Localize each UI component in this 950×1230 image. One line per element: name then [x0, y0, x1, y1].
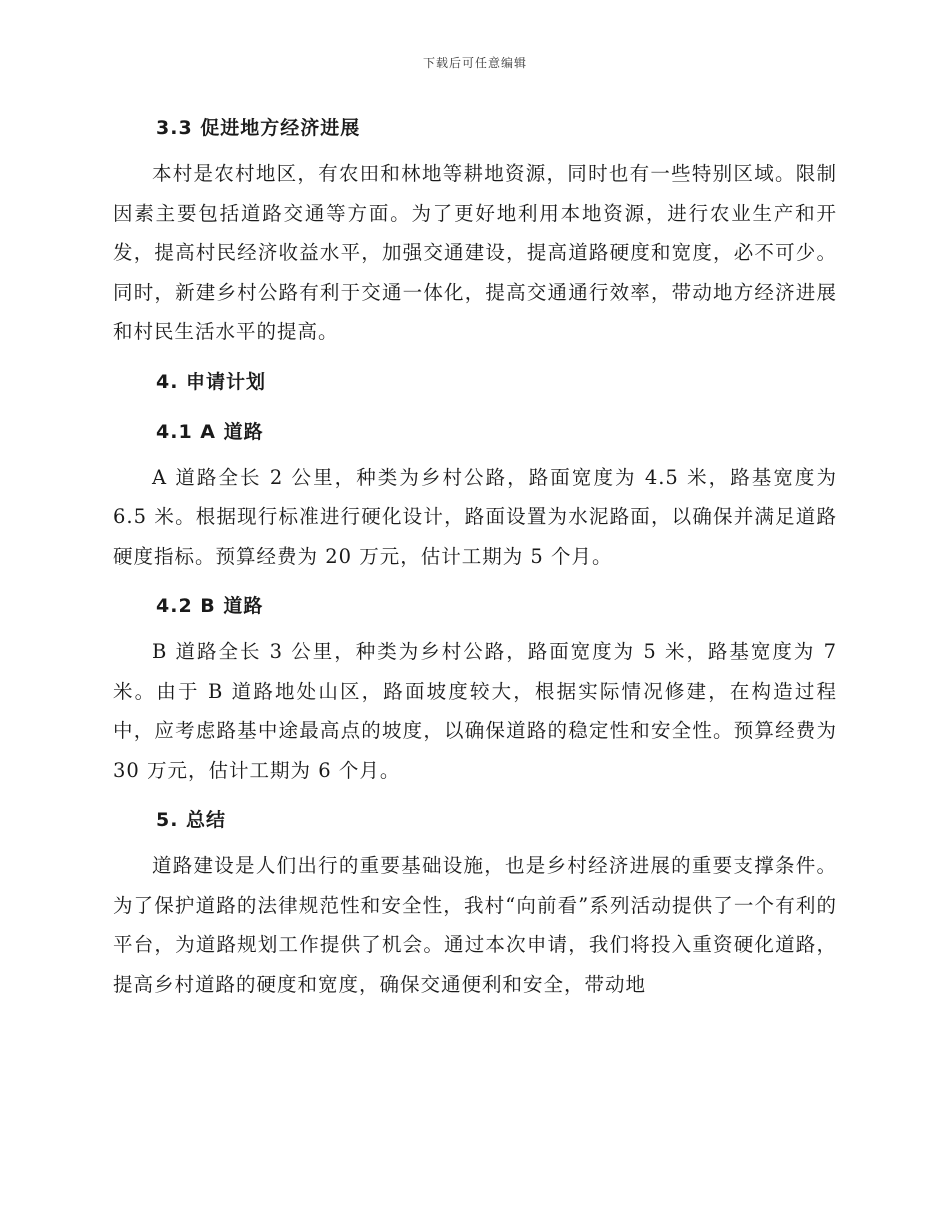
section-heading-3-3: 3.3 促进地方经济进展 [156, 117, 361, 139]
section-heading-4-1: 4.1 A 道路 [156, 420, 264, 443]
section-paragraph-4-1: A 道路全长 2 公里，种类为乡村公路，路面宽度为 4.5 米，路基宽度为 6.5 米。根据现行标准进行硬化设计，路面设置为水泥路面，以确保并满足道路硬度指标。预算经费为 20 万元，估计工期为 5 个月。 [113, 465, 837, 568]
section-heading-4: 4. 申请计划 [156, 370, 267, 393]
section-heading-5: 5. 总结 [156, 809, 227, 831]
section-paragraph-3-3: 本村是农村地区，有农田和林地等耕地资源，同时也有一些特别区域。限制因素主要包括道路交通等方面。为了更好地利用本地资源，进行农业生产和开发，提高村民经济收益水平，加强交通建设，提高道路硬度和宽度，必不可少。同时，新建乡村公路有利于交通一体化，提高交通通行效率，带动地方经济进展和村民生活水平的提高。 [113, 162, 837, 343]
section-paragraph-5: 道路建设是人们出行的重要基础设施，也是乡村经济进展的重要支撑条件。为了保护道路的法律规范性和安全性，我村“向前看”系列活动提供了一个有利的平台，为道路规划工作提供了机会。通过本次申请，我们将投入重资硬化道路，提高乡村道路的硬度和宽度，确保交通便利和安全，带动地 [113, 854, 837, 996]
document-body [113, 110, 837, 1016]
section-heading-4-2: 4.2 B 道路 [156, 595, 264, 617]
section-paragraph-4-2: B 道路全长 3 公里，种类为乡村公路，路面宽度为 5 米，路基宽度为 7 米。由于 B 道路地处山区，路面坡度较大，根据实际情况修建，在构造过程中，应考虑路基中途最高点的坡度，以确保道路的稳定性和安全性。预算经费为 30 万元，估计工期为 6 个月。 [113, 640, 837, 782]
page-header: 下载后可任意编辑 [422, 56, 527, 70]
